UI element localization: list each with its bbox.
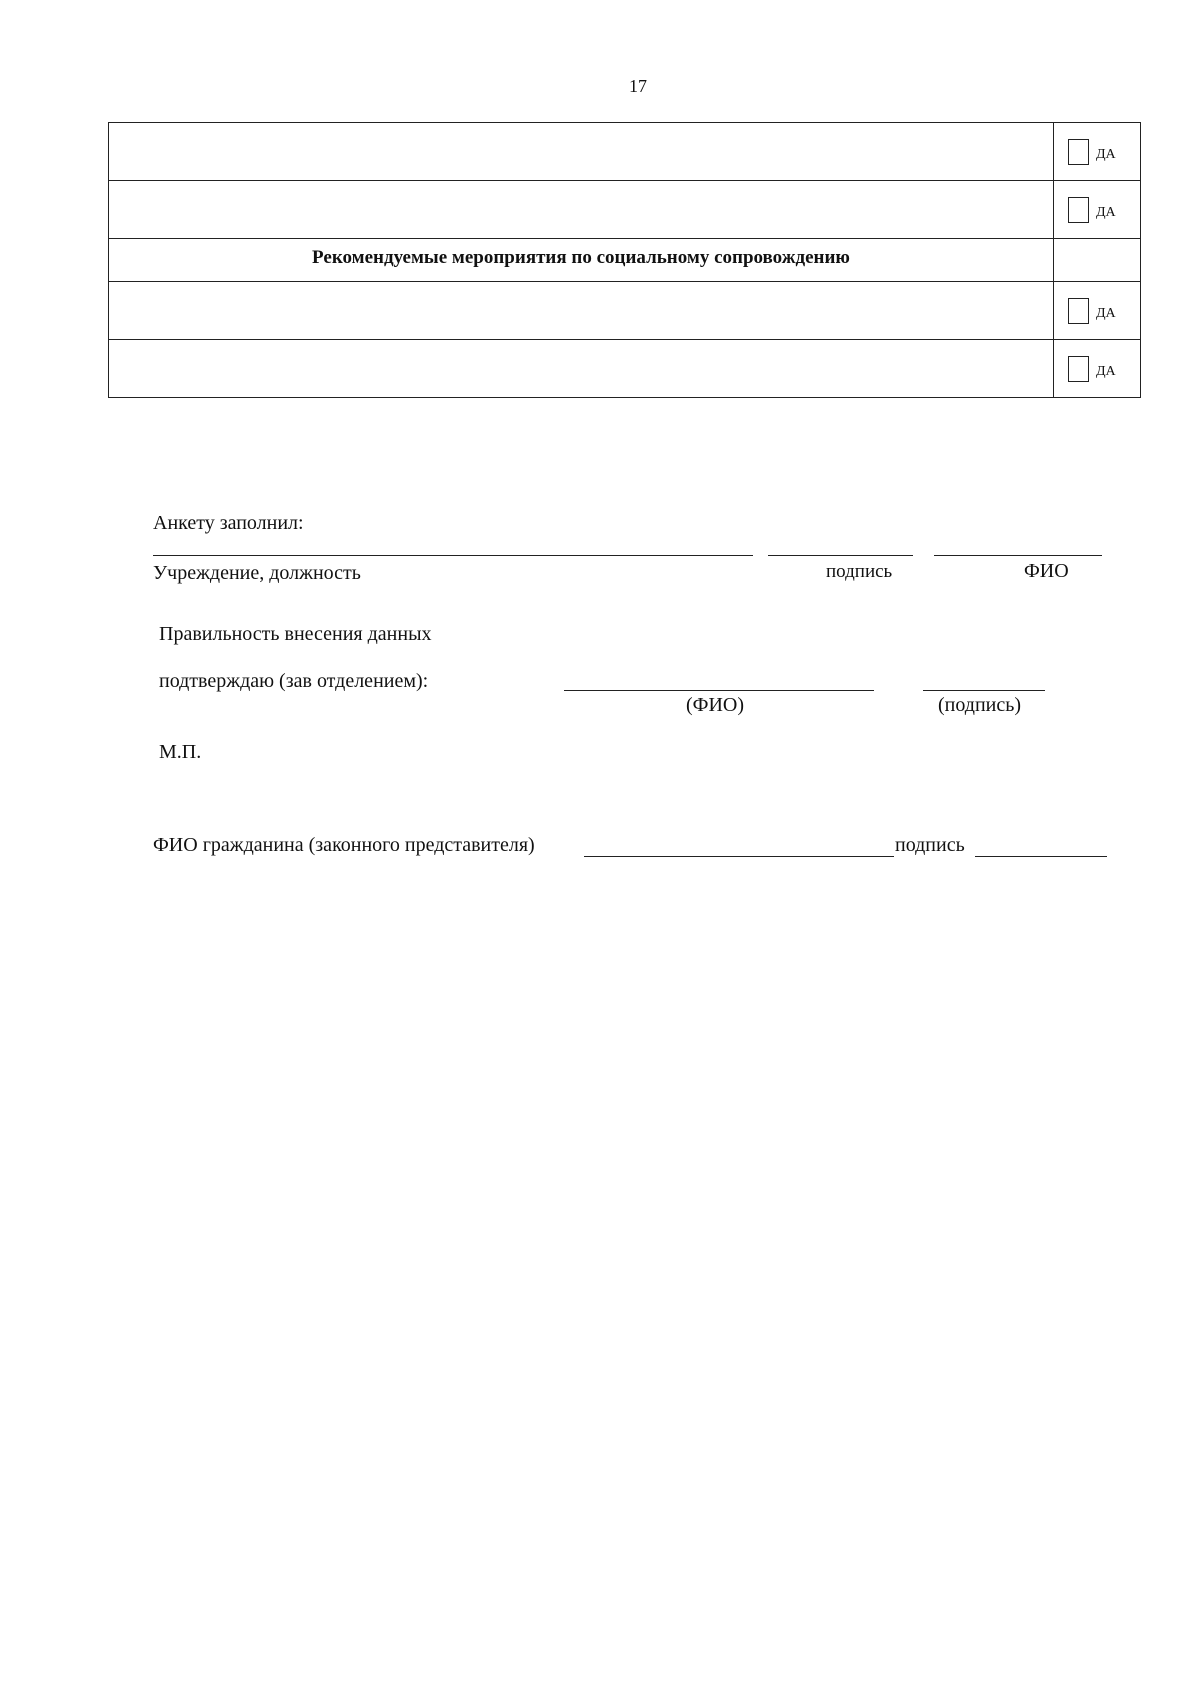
text-field-cell[interactable] (109, 282, 1054, 340)
checkbox-cell (1054, 181, 1141, 239)
head-name-line[interactable] (564, 690, 874, 691)
head-signature-line[interactable] (923, 690, 1045, 691)
yes-checkbox[interactable] (1068, 197, 1089, 223)
empty-cell (1054, 239, 1141, 282)
text-field-cell[interactable] (109, 181, 1054, 239)
signature-line[interactable] (768, 555, 913, 556)
confirmation-line1: Правильность внесения данных (159, 623, 432, 645)
checkbox-cell (1054, 123, 1141, 181)
yes-checkbox[interactable] (1068, 139, 1089, 165)
filled-by-label: Анкету заполнил: (153, 512, 304, 534)
table-row (109, 181, 1141, 239)
institution-line[interactable] (153, 555, 753, 556)
measures-table (108, 122, 1141, 398)
institution-caption: Учреждение, должность (153, 562, 361, 584)
yes-checkbox[interactable] (1068, 298, 1089, 324)
checkbox-label: ДА (1096, 204, 1116, 220)
table-row (109, 123, 1141, 181)
citizen-signature-line[interactable] (975, 856, 1107, 857)
name-caption: ФИО (1024, 560, 1069, 582)
checkbox-label: ДА (1096, 305, 1116, 321)
head-name-caption: (ФИО) (686, 694, 745, 716)
head-signature-caption: (подпись) (938, 694, 1022, 716)
name-line[interactable] (934, 555, 1102, 556)
signature-caption: подпись (826, 561, 893, 582)
citizen-signature-label: подпись (895, 834, 965, 856)
page-number: 17 (629, 76, 647, 96)
checkbox-cell (1054, 282, 1141, 340)
yes-checkbox[interactable] (1068, 356, 1089, 382)
text-field-cell[interactable] (109, 340, 1054, 398)
confirmation-line2: подтверждаю (зав отделением): (159, 670, 429, 692)
section-header-row (109, 239, 1141, 282)
section-title: Рекомендуемые мероприятия по социальному сопровождению (109, 239, 1054, 282)
checkbox-label: ДА (1096, 363, 1116, 379)
stamp-label: М.П. (159, 741, 202, 763)
table-row (109, 282, 1141, 340)
checkbox-cell (1054, 340, 1141, 398)
citizen-label: ФИО гражданина (законного представителя) (153, 834, 535, 856)
citizen-name-line[interactable] (584, 856, 894, 857)
checkbox-label: ДА (1096, 146, 1116, 162)
text-field-cell[interactable] (109, 123, 1054, 181)
table-row (109, 340, 1141, 398)
